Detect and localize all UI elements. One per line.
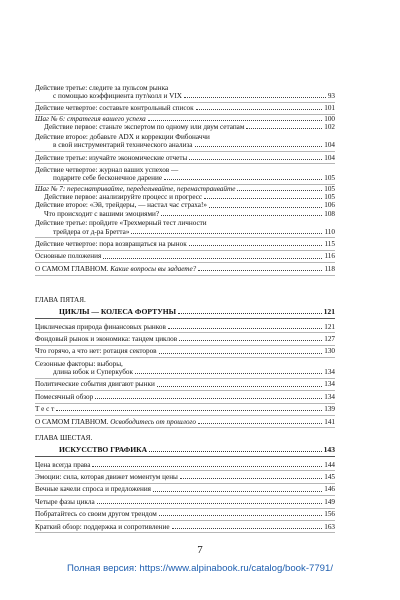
toc-entry-title (35, 185, 235, 193)
leader-dots (159, 515, 322, 516)
toc-entry-line: Действие третье: следите за пульсом рынка (35, 83, 169, 92)
footer-link-container (0, 563, 400, 574)
toc-entry-line (35, 461, 335, 469)
toc-entry-page: 149 (324, 497, 335, 506)
toc-entry-title: длина юбок и Суперкубок (53, 367, 133, 376)
toc-entry-title-text: Циклическая природа финансовых рынков (35, 322, 166, 331)
toc-entry-line (35, 380, 335, 388)
toc-entry-title (35, 115, 146, 123)
toc-entry-title-text: Вечные качели спроса и предложения (35, 485, 151, 494)
toc-entry-title-text: О САМОМ ГЛАВНОМ. (35, 417, 111, 426)
toc-entry-title-text: Действие второе: «Эй, трейдеры, — настал час страха!» (35, 201, 207, 210)
toc-entry-title (44, 210, 159, 218)
toc-entry-line: Действие второе: добавьте ADX и коррекции Фибоначчи (35, 132, 210, 141)
leader-dots (135, 373, 322, 374)
leader-dots (164, 179, 322, 180)
leader-dots (246, 128, 322, 129)
toc-entry-line (35, 265, 335, 273)
leader-dots (159, 353, 323, 354)
toc-entry-title (35, 240, 187, 248)
chapter-6-title-text: ИСКУССТВО ГРАФИКА (59, 445, 148, 454)
toc-entry-line: Сезонные факторы: выборы, (35, 359, 123, 368)
toc-entry-line (35, 92, 335, 100)
toc-entry-page: 139 (324, 405, 335, 414)
toc-entry (35, 471, 335, 483)
leader-dots (237, 190, 322, 191)
toc-entry-page: 108 (324, 209, 335, 218)
toc-entry-title (35, 498, 95, 506)
toc-entry-page: 115 (324, 239, 335, 248)
chapter-5-page: 121 (323, 307, 335, 316)
toc-entry (35, 416, 335, 428)
leader-dots (92, 466, 322, 467)
toc-entry-page: 134 (324, 380, 335, 389)
toc-entry (35, 238, 335, 250)
toc-entry-page: 104 (324, 153, 335, 162)
toc-entry-line (35, 123, 335, 131)
toc-entry-title-text: Фондовый рынок и экономика: тандем циклов (35, 334, 178, 343)
toc-entry-page: 156 (324, 510, 335, 519)
leader-dots (97, 503, 323, 504)
toc-entry-title (35, 485, 151, 493)
toc-entry-page: 121 (324, 322, 335, 331)
toc-entry-title-text: Цена всегда права (35, 460, 91, 469)
toc-entry-page: 100 (324, 114, 335, 123)
toc-entry (35, 333, 335, 345)
toc-entry-page: 116 (324, 252, 335, 261)
full-version-link[interactable]: Полная версия: https://www.alpinabook.ru/catalog/book-7791/ (66, 563, 334, 574)
toc-entry-line (35, 193, 335, 201)
toc-entry (35, 201, 335, 209)
toc-entry (35, 346, 335, 358)
toc-entry-title: трейдера от д-ра Бретта» (53, 227, 130, 236)
toc-entry-title-text: Четыре фазы цикла (35, 497, 95, 506)
toc-entry (35, 484, 335, 496)
toc-section-chapter-4-continued (35, 82, 335, 276)
toc-entry-title (35, 323, 166, 331)
toc-entry-line (35, 485, 335, 493)
toc-entry-title (35, 405, 54, 413)
toc-entry-page: 106 (324, 201, 335, 210)
toc-entry (35, 263, 335, 275)
chapter-5-label: ГЛАВА ПЯТАЯ. (35, 296, 86, 304)
toc-entry (35, 115, 335, 123)
toc-entry-line (35, 154, 335, 162)
toc-entry-line (35, 523, 335, 531)
toc-entry-title-text: Действие четвертое: составьте контрольный список (35, 104, 194, 113)
toc-entry-line (35, 174, 335, 182)
toc-entry-page: 104 (324, 141, 335, 150)
toc-entry (35, 210, 335, 218)
toc-entry-page: 163 (324, 522, 335, 531)
leader-dots (168, 328, 322, 329)
toc-entry-line (35, 104, 335, 112)
leader-dots (95, 398, 322, 399)
toc-entry-line (35, 405, 335, 413)
toc-entry-line (35, 510, 335, 518)
leader-dots (153, 491, 322, 492)
toc-entry-title: подарите себе бесконечное дарение (53, 174, 163, 183)
toc-entry-line (35, 185, 335, 193)
leader-dots (189, 159, 322, 160)
leader-dots (204, 198, 322, 199)
chapter-5-title-text: ЦИКЛЫ — КОЛЕСА ФОРТУНЫ (59, 307, 177, 316)
toc-entry-title (35, 393, 93, 401)
leader-dots (149, 451, 321, 452)
toc-entry-line (35, 252, 335, 260)
toc-entry-title-text: Шаг № 6: стратегия вашего успеха (35, 114, 146, 123)
toc-entry-title (35, 523, 170, 531)
chapter-5-title (35, 307, 335, 316)
toc-entry-title-text: О САМОМ ГЛАВНОМ. (35, 264, 111, 273)
toc-entry-page: 105 (324, 174, 335, 183)
leader-dots (161, 215, 322, 216)
toc-entry-title-text: Помесячный обзор (35, 392, 94, 401)
toc-entry-title (35, 418, 196, 426)
toc-entry-page: 118 (324, 264, 335, 273)
toc-entry-page: 110 (324, 227, 335, 236)
toc-section-chapter-6 (35, 459, 335, 533)
leader-dots (56, 410, 322, 411)
toc-entry-line (35, 347, 335, 355)
leader-dots (148, 120, 322, 121)
toc-entry-title (35, 201, 207, 209)
toc-entry-title (44, 193, 202, 201)
chapter-6-label: ГЛАВА ШЕСТАЯ. (35, 434, 93, 442)
toc-section-chapter-5 (35, 321, 335, 428)
toc-entry (35, 123, 335, 131)
chapter-5-rule (35, 318, 335, 319)
toc-entry-line (35, 323, 335, 331)
toc-entry-line (35, 393, 335, 401)
toc-entry-page: 101 (324, 104, 335, 113)
leader-dots (198, 423, 322, 424)
toc-entry (35, 379, 335, 391)
toc-entry-title (35, 104, 194, 112)
toc-entry-page: 127 (324, 334, 335, 343)
chapter-6-title (35, 445, 335, 454)
toc-entry-page: 146 (324, 485, 335, 494)
leader-dots (103, 258, 322, 259)
toc-entry-page: 105 (324, 193, 335, 202)
leader-dots (209, 207, 322, 208)
toc-entry-title (35, 347, 157, 355)
leader-dots (131, 233, 322, 234)
toc-entry-title-text: Т е с т (35, 405, 55, 414)
toc-entry (35, 164, 335, 185)
toc-entry-title-text: Действие четвертое: пора возвращаться на рынок (35, 239, 187, 248)
toc-entry-line (35, 201, 335, 209)
toc-entry-line (35, 240, 335, 248)
toc-entry-title (44, 123, 244, 131)
toc-entry-line (35, 115, 335, 123)
toc-entry (35, 509, 335, 521)
toc-entry (35, 459, 335, 471)
toc-entry-title-text: Эмоции: сила, которая движет моментум цены (35, 472, 178, 481)
toc-entry-title (35, 335, 177, 343)
leader-dots (196, 109, 323, 110)
toc-entry-title-text: Политические события двигают рынки (35, 380, 155, 389)
toc-entry (35, 82, 335, 103)
toc-entry (35, 131, 335, 152)
toc-entry (35, 103, 335, 115)
chapter-6-page: 143 (323, 445, 335, 454)
toc-entry-line: Действие третье: пройдите «Трехмерный тест личности (35, 219, 207, 228)
toc-entry-title-text: Действие третье: изучайте экономические отчеты (35, 153, 188, 162)
toc-entry-title-text: Действие первое: станьте экспертом по одному или двум сетапам (44, 123, 245, 132)
toc-entry-page: 141 (324, 417, 335, 426)
toc-entry (35, 404, 335, 416)
toc-entry-title (35, 265, 196, 273)
toc-entry-title (35, 380, 155, 388)
leader-dots (157, 386, 322, 387)
toc-entry-page: 145 (324, 472, 335, 481)
toc-entry-page: 93 (327, 91, 335, 100)
toc-entry-line (35, 141, 335, 149)
toc-entry-title-text: Действие первое: анализируйте процесс и прогресс (44, 193, 203, 202)
toc-entry-line (35, 368, 335, 376)
leader-dots (178, 313, 321, 314)
toc-entry-line (35, 473, 335, 481)
toc-entry-title-text: Основные положения (35, 252, 102, 261)
toc-entry-page: 134 (324, 392, 335, 401)
toc-entry-title (35, 252, 101, 260)
toc-entry-page: 144 (324, 460, 335, 469)
toc-entry-title (35, 510, 157, 518)
toc-entry-title: с помощью коэффициента пут/колл и VIX (53, 91, 182, 100)
toc-entry-line (35, 335, 335, 343)
toc-entry (35, 496, 335, 508)
leader-dots (195, 146, 323, 147)
toc-entry-title-text: Шаг № 7: пересматривайте, переделывайте, перенастраивайте (35, 184, 236, 193)
toc-entry (35, 391, 335, 403)
toc-entry-page: 105 (324, 184, 335, 193)
toc-entry (35, 358, 335, 379)
toc-entry (35, 185, 335, 193)
toc-entry-line (35, 228, 335, 236)
toc-entry (35, 251, 335, 263)
toc-entry-title-italic: Какие вопросы вы задаете? (110, 264, 197, 273)
toc-entry (35, 218, 335, 239)
toc-entry-title: в свой инструментарий технического анализа (53, 141, 193, 150)
toc-entry-line (35, 210, 335, 218)
toc-entry-page: 102 (324, 123, 335, 132)
leader-dots (189, 245, 323, 246)
leader-dots (180, 478, 322, 479)
toc-entry-page: 130 (324, 347, 335, 356)
leader-dots (198, 270, 322, 271)
toc-entry-line: Действие четвертое: журнал ваших успехов — (35, 165, 179, 174)
chapter-6-rule (35, 456, 335, 457)
toc-entry (35, 152, 335, 164)
toc-entry-title-text: Что горячо, а что нет: ротация секторов (35, 347, 157, 356)
leader-dots (184, 97, 326, 98)
leader-dots (179, 340, 322, 341)
toc-entry-title (35, 473, 178, 481)
toc-entry-line (35, 498, 335, 506)
toc-entry-title-text: Краткий обзор: поддержка и сопротивление (35, 522, 170, 531)
toc-entry-title-italic: Освободитесь от прошлого (110, 417, 196, 426)
toc-entry (35, 521, 335, 533)
toc-entry-line (35, 418, 335, 426)
page-number: 7 (197, 544, 203, 556)
toc-entry-page: 134 (324, 367, 335, 376)
toc-entry-title (35, 461, 90, 469)
toc-entry (35, 321, 335, 333)
toc-entry (35, 193, 335, 201)
leader-dots (172, 528, 323, 529)
toc-entry-title (35, 154, 187, 162)
toc-entry-title-text: Побратайтесь со своим другом трендом (35, 510, 157, 519)
toc-entry-title-text: Что происходит с вашими эмоциями? (44, 209, 160, 218)
